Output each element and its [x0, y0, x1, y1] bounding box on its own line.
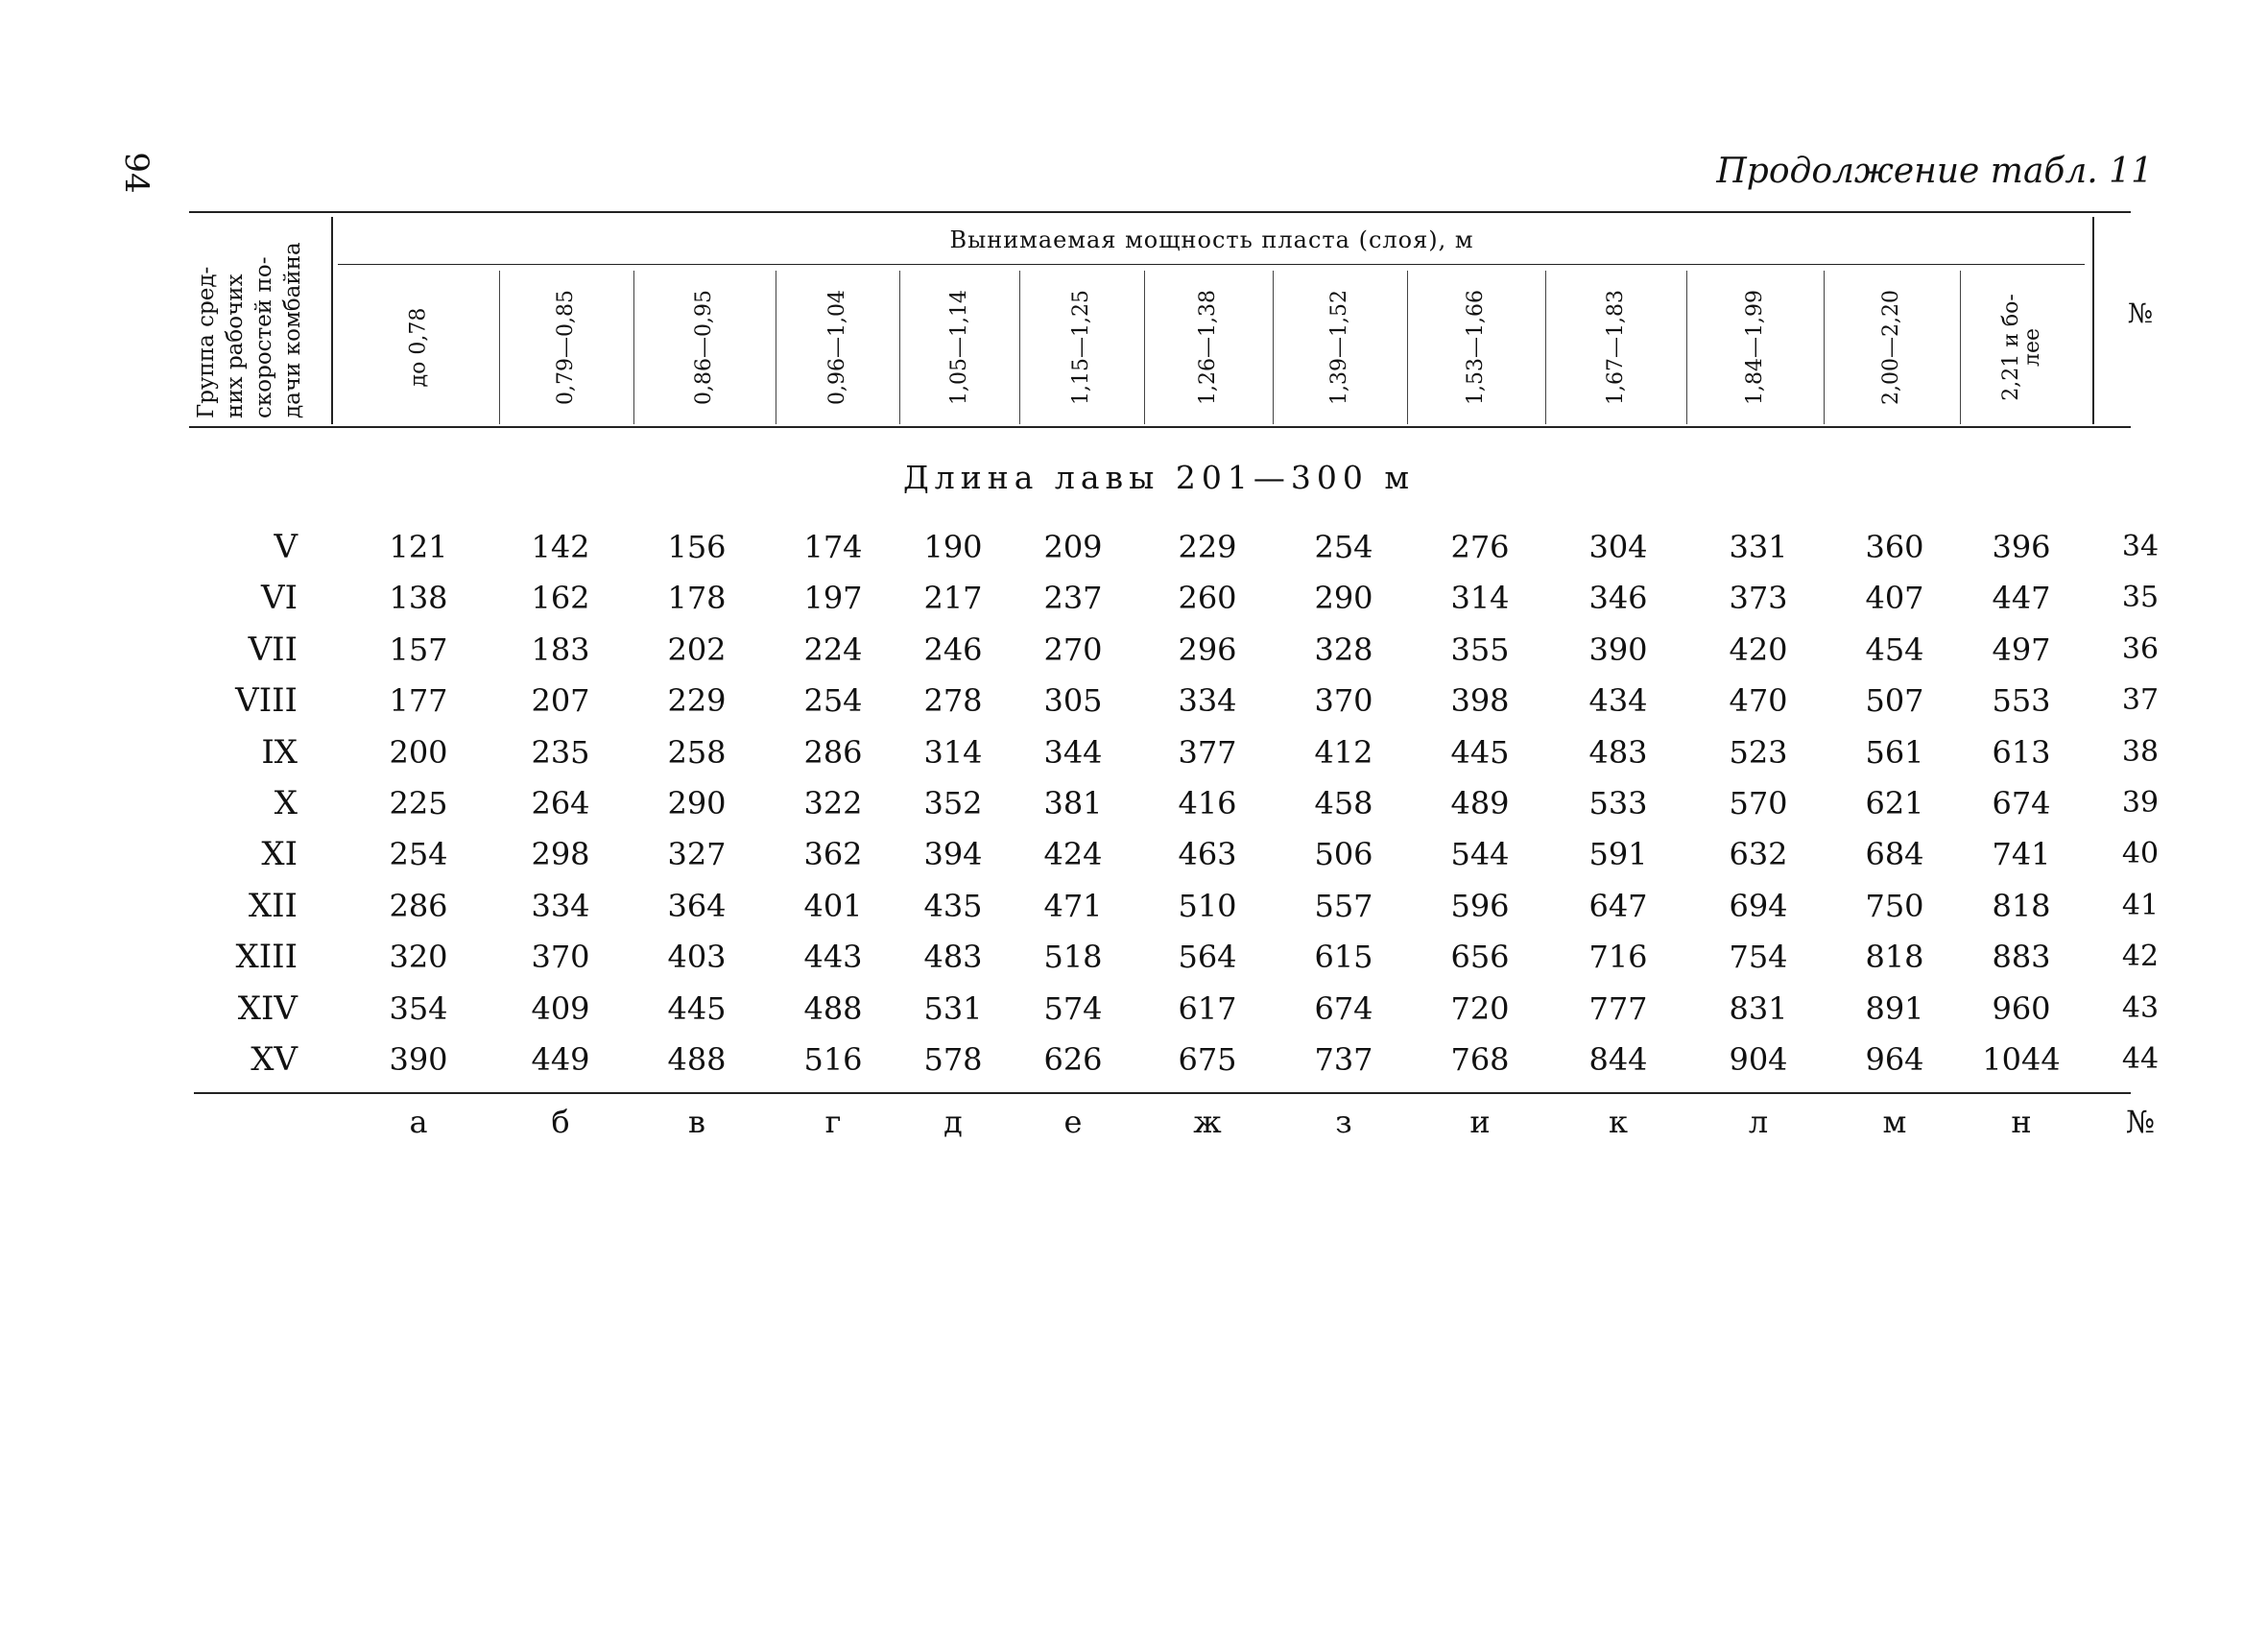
column-header: [338, 271, 499, 424]
table-cell: 613: [1992, 734, 2051, 771]
footer-letter: а: [409, 1104, 428, 1140]
footer-letter: н: [2011, 1104, 2032, 1140]
footer-letter: л: [1748, 1104, 1769, 1140]
column-header: [776, 271, 899, 424]
row-group-label: IX: [261, 733, 298, 772]
row-number: 42: [2121, 940, 2160, 973]
column-header: [899, 271, 1019, 424]
footer-letter: ж: [1193, 1104, 1222, 1140]
table-cell: 591: [1588, 836, 1648, 872]
group-header-label: Группа сред- них рабочих скоростей по- дачи комбайна: [194, 242, 305, 418]
table-cell: 344: [1043, 734, 1103, 771]
row-group-label: XI: [261, 835, 298, 873]
row-group-label: VIII: [235, 681, 298, 720]
column-header-label: 1,26—1,38: [1196, 290, 1220, 405]
table-cell: 254: [803, 682, 863, 719]
table-cell: 561: [1865, 734, 1924, 771]
table-cell: 197: [803, 580, 863, 616]
table-cell: 617: [1178, 990, 1237, 1027]
table-cell: 264: [531, 785, 590, 822]
table-cell: 632: [1729, 836, 1788, 872]
table-cell: 516: [803, 1041, 863, 1078]
table-cell: 960: [1992, 990, 2051, 1027]
table-cell: 674: [1992, 785, 2051, 822]
table-cell: 390: [1588, 631, 1648, 668]
column-header: [1824, 271, 1960, 424]
table-cell: 458: [1314, 785, 1373, 822]
span-rule: [338, 264, 2085, 265]
row-number: 38: [2121, 735, 2160, 769]
column-header: [1686, 271, 1824, 424]
table-cell: 716: [1588, 939, 1648, 975]
row-number: 44: [2121, 1042, 2160, 1076]
table-cell: 286: [803, 734, 863, 771]
table-cell: 290: [1314, 580, 1373, 616]
table-cell: 557: [1314, 888, 1373, 924]
table-cell: 328: [1314, 631, 1373, 668]
table-cell: 777: [1588, 990, 1648, 1027]
row-group-label: VII: [248, 631, 298, 669]
footer-letter: и: [1469, 1104, 1491, 1140]
table-cell: 445: [1450, 734, 1510, 771]
table-cell: 322: [803, 785, 863, 822]
table-cell: 647: [1588, 888, 1648, 924]
table-cell: 183: [531, 631, 590, 668]
table-bottom-rule: [194, 1092, 2131, 1094]
table-cell: 483: [923, 939, 983, 975]
page-number: 94: [117, 152, 155, 194]
table-cell: 518: [1043, 939, 1103, 975]
row-group-label: XV: [251, 1040, 298, 1079]
table-cell: 445: [667, 990, 727, 1027]
table-cell: 818: [1865, 939, 1924, 975]
table-cell: 470: [1729, 682, 1788, 719]
table-cell: 489: [1450, 785, 1510, 822]
table-cell: 142: [531, 529, 590, 565]
row-group-label: XII: [248, 887, 298, 925]
table-cell: 447: [1992, 580, 2051, 616]
table-cell: 741: [1992, 836, 2051, 872]
table-cell: 454: [1865, 631, 1924, 668]
column-header-label: до 0,78: [406, 307, 430, 388]
table-cell: 360: [1865, 529, 1924, 565]
no-col-rule: [2092, 217, 2094, 424]
row-group-label: X: [274, 784, 298, 822]
table-cell: 304: [1588, 529, 1648, 565]
table-cell: 409: [531, 990, 590, 1027]
table-cell: 314: [1450, 580, 1510, 616]
table-cell: 377: [1178, 734, 1237, 771]
column-header: [1960, 271, 2085, 424]
table-cell: 396: [1992, 529, 2051, 565]
footer-number-label: №: [2125, 1104, 2156, 1140]
table-cell: 674: [1314, 990, 1373, 1027]
row-number: 41: [2121, 889, 2160, 922]
column-header: [499, 271, 633, 424]
table-cell: 531: [923, 990, 983, 1027]
table-cell: 305: [1043, 682, 1103, 719]
table-cell: 334: [531, 888, 590, 924]
column-header: [1407, 271, 1545, 424]
table-cell: 209: [1043, 529, 1103, 565]
row-number: 36: [2121, 632, 2160, 666]
table-cell: 737: [1314, 1041, 1373, 1078]
table-cell: 190: [923, 529, 983, 565]
table-cell: 246: [923, 631, 983, 668]
table-cell: 675: [1178, 1041, 1237, 1078]
table-cell: 488: [667, 1041, 727, 1078]
table-cell: 507: [1865, 682, 1924, 719]
table-cell: 656: [1450, 939, 1510, 975]
table-cell: 424: [1043, 836, 1103, 872]
number-header: №: [2127, 298, 2154, 329]
table-cell: 207: [531, 682, 590, 719]
table-cell: 276: [1450, 529, 1510, 565]
table-cell: 844: [1588, 1041, 1648, 1078]
column-header-label: 1,15—1,25: [1069, 290, 1093, 405]
table-cell: 225: [389, 785, 448, 822]
row-number: 34: [2121, 530, 2160, 563]
table-cell: 483: [1588, 734, 1648, 771]
table-caption: Продолжение табл. 11: [1716, 152, 2153, 191]
row-number: 40: [2121, 837, 2160, 870]
table-cell: 200: [389, 734, 448, 771]
table-cell: 381: [1043, 785, 1103, 822]
column-header-label: 0,79—0,85: [554, 290, 578, 405]
row-group-label: XIV: [237, 989, 298, 1028]
row-group-label: VI: [261, 579, 298, 617]
footer-letter: з: [1335, 1104, 1352, 1140]
table-cell: 254: [389, 836, 448, 872]
footer-letter: е: [1063, 1104, 1083, 1140]
table-cell: 286: [389, 888, 448, 924]
row-number: 37: [2121, 683, 2160, 717]
table-cell: 754: [1729, 939, 1788, 975]
table-cell: 434: [1588, 682, 1648, 719]
table-cell: 254: [1314, 529, 1373, 565]
table-cell: 553: [1992, 682, 2051, 719]
table-cell: 403: [667, 939, 727, 975]
row-number: 35: [2121, 581, 2160, 614]
table-cell: 497: [1992, 631, 2051, 668]
table-cell: 435: [923, 888, 983, 924]
table-cell: 488: [803, 990, 863, 1027]
column-header: [1144, 271, 1273, 424]
table-cell: 394: [923, 836, 983, 872]
table-cell: 162: [531, 580, 590, 616]
table-cell: 354: [389, 990, 448, 1027]
group-col-rule: [331, 217, 333, 424]
table-cell: 177: [389, 682, 448, 719]
table-cell: 157: [389, 631, 448, 668]
table-cell: 138: [389, 580, 448, 616]
table-cell: 401: [803, 888, 863, 924]
table-cell: 314: [923, 734, 983, 771]
table-cell: 883: [1992, 939, 2051, 975]
table-cell: 574: [1043, 990, 1103, 1027]
footer-letter: г: [824, 1104, 842, 1140]
table-cell: 1044: [1982, 1041, 2061, 1078]
row-number: 43: [2121, 991, 2160, 1025]
table-cell: 370: [1314, 682, 1373, 719]
table-cell: 156: [667, 529, 727, 565]
table-cell: 449: [531, 1041, 590, 1078]
table-cell: 373: [1729, 580, 1788, 616]
table-cell: 258: [667, 734, 727, 771]
table-cell: 684: [1865, 836, 1924, 872]
table-cell: 224: [803, 631, 863, 668]
table-cell: 964: [1865, 1041, 1924, 1078]
table-cell: 355: [1450, 631, 1510, 668]
table-cell: 463: [1178, 836, 1237, 872]
table-cell: 278: [923, 682, 983, 719]
column-header-label: 2,00—2,20: [1879, 290, 1903, 405]
table-cell: 121: [389, 529, 448, 565]
table-cell: 904: [1729, 1041, 1788, 1078]
table-cell: 615: [1314, 939, 1373, 975]
column-header: [633, 271, 776, 424]
column-header-label: 1,53—1,66: [1464, 290, 1488, 405]
header-bottom-rule: [189, 426, 2131, 428]
top-rule: [189, 211, 2131, 213]
thickness-header: Вынимаемая мощность пласта (слоя), м: [949, 226, 1474, 253]
table-cell: 229: [1178, 529, 1237, 565]
table-cell: 270: [1043, 631, 1103, 668]
footer-letter: к: [1609, 1104, 1628, 1140]
column-header-label: 1,84—1,99: [1742, 290, 1767, 405]
table-cell: 768: [1450, 1041, 1510, 1078]
table-cell: 471: [1043, 888, 1103, 924]
footer-letter: д: [943, 1104, 963, 1140]
footer-letter: б: [551, 1104, 570, 1140]
table-cell: 443: [803, 939, 863, 975]
table-cell: 370: [531, 939, 590, 975]
table-cell: 290: [667, 785, 727, 822]
column-header-label: 0,96—1,04: [824, 290, 849, 405]
column-header: [1545, 271, 1686, 424]
table-cell: 533: [1588, 785, 1648, 822]
column-header-label: 1,67—1,83: [1603, 290, 1628, 405]
table-cell: 202: [667, 631, 727, 668]
table-cell: 327: [667, 836, 727, 872]
table-cell: 596: [1450, 888, 1510, 924]
table-cell: 831: [1729, 990, 1788, 1027]
column-header-label: 1,39—1,52: [1327, 290, 1351, 405]
table-cell: 523: [1729, 734, 1788, 771]
table-cell: 235: [531, 734, 590, 771]
table-cell: 621: [1865, 785, 1924, 822]
table-cell: 296: [1178, 631, 1237, 668]
row-group-label: XIII: [235, 938, 298, 976]
table-cell: 720: [1450, 990, 1510, 1027]
footer-letter: в: [687, 1104, 705, 1140]
table-cell: 390: [389, 1041, 448, 1078]
row-number: 39: [2121, 786, 2160, 820]
table-cell: 331: [1729, 529, 1788, 565]
table-cell: 570: [1729, 785, 1788, 822]
table-cell: 420: [1729, 631, 1788, 668]
table-cell: 178: [667, 580, 727, 616]
table-cell: 174: [803, 529, 863, 565]
table-cell: 398: [1450, 682, 1510, 719]
table-cell: 544: [1450, 836, 1510, 872]
table-cell: 506: [1314, 836, 1373, 872]
table-cell: 260: [1178, 580, 1237, 616]
table-cell: 229: [667, 682, 727, 719]
table-cell: 346: [1588, 580, 1648, 616]
table-cell: 416: [1178, 785, 1237, 822]
table-cell: 352: [923, 785, 983, 822]
table-cell: 334: [1178, 682, 1237, 719]
section-title: Длина лавы 201—300 м: [902, 459, 1416, 496]
table-cell: 237: [1043, 580, 1103, 616]
column-header-label: 1,05—1,14: [946, 290, 971, 405]
table-cell: 412: [1314, 734, 1373, 771]
table-cell: 891: [1865, 990, 1924, 1027]
table-cell: 510: [1178, 888, 1237, 924]
table-cell: 364: [667, 888, 727, 924]
column-header-label: 0,86—0,95: [692, 290, 716, 405]
table-cell: 298: [531, 836, 590, 872]
table-cell: 564: [1178, 939, 1237, 975]
table-cell: 320: [389, 939, 448, 975]
table-cell: 578: [923, 1041, 983, 1078]
table-cell: 694: [1729, 888, 1788, 924]
table-cell: 362: [803, 836, 863, 872]
table-cell: 750: [1865, 888, 1924, 924]
table-cell: 217: [923, 580, 983, 616]
row-group-label: V: [274, 528, 298, 566]
group-header: [192, 213, 324, 422]
column-header-label: 2,21 и бо- лее: [1999, 294, 2044, 401]
column-header: [1019, 271, 1144, 424]
table-cell: 818: [1992, 888, 2051, 924]
column-header: [1273, 271, 1407, 424]
footer-letter: м: [1882, 1104, 1907, 1140]
table-cell: 626: [1043, 1041, 1103, 1078]
table-cell: 407: [1865, 580, 1924, 616]
